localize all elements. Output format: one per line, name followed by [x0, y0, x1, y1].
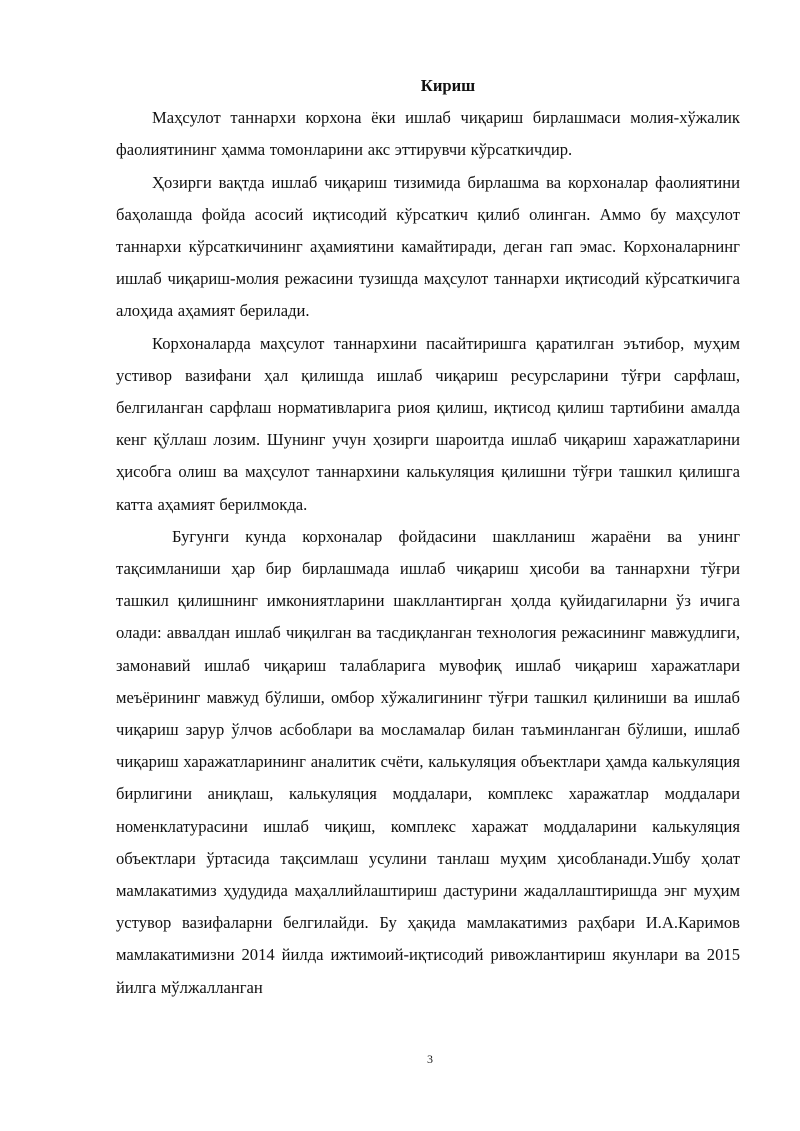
paragraph-1: Маҳсулот таннархи корхона ёки ишлаб чиқариш бирлашмаси молия-хўжалик фаолиятининг ҳамма томонларини акс эттирувчи кўрсаткичдир.: [116, 108, 740, 160]
paragraph-2: Ҳозирги вақтда ишлаб чиқариш тизимида бирлашма ва корхоналар фаолиятини баҳолашда фойда асосий иқтисодий кўрсаткич қилиб олинган. Аммо бу маҳсулот таннархи кўрсаткичининг аҳамиятини камайтиради, деган гап эмас. Корхоналарнинг ишлаб чиқариш-молия режасини тузишда маҳсулот таннархи иқтисодий кўрсаткичига алоҳида аҳамият берилади.: [116, 172, 740, 321]
page-number: 3: [427, 1052, 433, 1066]
document-page: [116, 70, 740, 1004]
paragraph-3: Корхоналарда маҳсулот таннархини пасайтиришга қаратилган эътибор, муҳим устивор вазифани ҳал қилишда ишлаб чиқариш ресурсларини тўғри сарфлаш, белгиланган сарфлаш нормативларига риоя қилиш, иқтисод қилиш тартибини амалда кенг қўллаш лозим. Шунинг учун ҳозирги шароитда ишлаб чиқариш харажатларини ҳисобга олиш ва маҳсулот таннархини калькуляция қилишни тўғри ташкил қилишга катта аҳамият берилмокда.: [116, 333, 740, 514]
section-title: Кириш: [420, 76, 476, 95]
paragraph-4: Бугунги кунда корхоналар фойдасини шаклланиш жараёни ва унинг тақсимланиши ҳар бир бирлашмада ишлаб чиқариш ҳисоби ва таннархни тўғри ташкил қилишнинг имкониятларини шакллантирган ҳолда қуйидагиларни ўз ичига олади: аввалдан ишлаб чиқилган ва тасдиқланган технология режасининг мавжудлиги, замонавий ишлаб чиқариш талабларига мувофиқ ишлаб чиқариш харажатлари меъёрининг мавжуд бўлиши, омбор хўжалигининг тўғри ташкил қилиниши ва ишлаб чиқариш зарур ўлчов асбоблари ва мосламалар билан таъминланган бўлиши, ишлаб чиқариш харажатларининг аналитик счёти, калькуляция объектлари ҳамда калькуляция бирлигини аниқлаш, калькуляция моддалари, комплекс харажатлар моддалари номенклатурасини ишлаб чиқиш, комплекс харажат моддаларини калькуляция объектлари ўртасида тақсимлаш усулини танлаш муҳим ҳисобланади.Ушбу ҳолат мамлакатимиз ҳудудида маҳаллийлаштириш дастурини жадаллаштиришда энг муҳим устувор вазифаларни белгилайди. Бу ҳақида мамлакатимиз раҳбари И.А.Каримов мамлакатимизни 2014 йилда ижтимоий-иқтисодий ривожлантириш якунлари ва 2015 йилга мўлжалланган: [116, 526, 740, 997]
